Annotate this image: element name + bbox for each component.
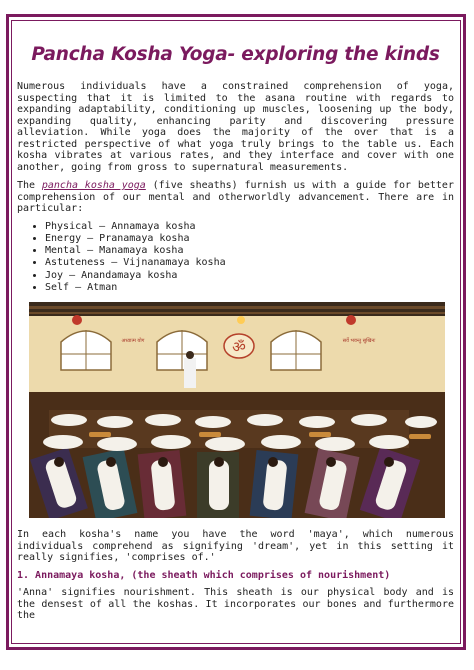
sheaths-list [17,221,454,295]
list-item: • Joy – Anandamaya kosha [45,270,454,282]
list-item: • Energy – Pranamaya kosha [45,233,454,245]
annamaya-paragraph: 'Anna' signifies nourishment. This sheath is our physical body and is the densest of all the koshas. It incorporates our bones and furthermore the [17,587,454,622]
list-item: • Astuteness – Vijnanamaya kosha [45,257,454,269]
sheaths-intro-rest: (five sheaths) furnish us with a guide for better comprehension of our mental and otherworldly advancement. There are in particular: [17,180,454,214]
sheaths-intro-lead: The [17,180,42,191]
section-heading-annamaya: 1. Annamaya kosha, (the sheath which comprises of nourishment) [17,569,391,581]
wall-text-left: अध्यात्म योग [121,338,145,345]
pancha-kosha-yoga-link[interactable]: pancha kosha yoga [41,180,146,191]
maya-paragraph: In each kosha's name you have the word 'maya', which numerous individuals comprehend as signifying 'dream', yet in this setting it really signifies, 'comprises of.' [17,529,454,564]
list-item: • Self – Atman [45,282,454,294]
list-item: • Mental – Manamaya kosha [45,245,454,257]
list-item: • Physical – Annamaya kosha [45,221,454,233]
page-title: Pancha Kosha Yoga- exploring the kinds [31,44,440,65]
document-content [17,24,454,640]
intro-paragraph: Numerous individuals have a constrained comprehension of yoga, suspecting that it is limited to the asana routine with regards to expanding adaptability, conditioning up muscles, loosening up the body, expanding quality, enhancing parity and discovering pressure alleviation. While yoga does the majority of the over that is a restricted perspective of what yoga truly brings to the table us. Each kosha vibrates at various rates, and they interface and cover with one another, going from gross to supernatural measurements. [17,81,454,173]
sheaths-intro-paragraph [17,180,454,215]
yoga-class-photo [29,302,445,518]
wall-text-right: सर्वे भवन्तु सुखिनः [342,338,376,345]
wall-om-symbol: ॐ [232,338,246,357]
